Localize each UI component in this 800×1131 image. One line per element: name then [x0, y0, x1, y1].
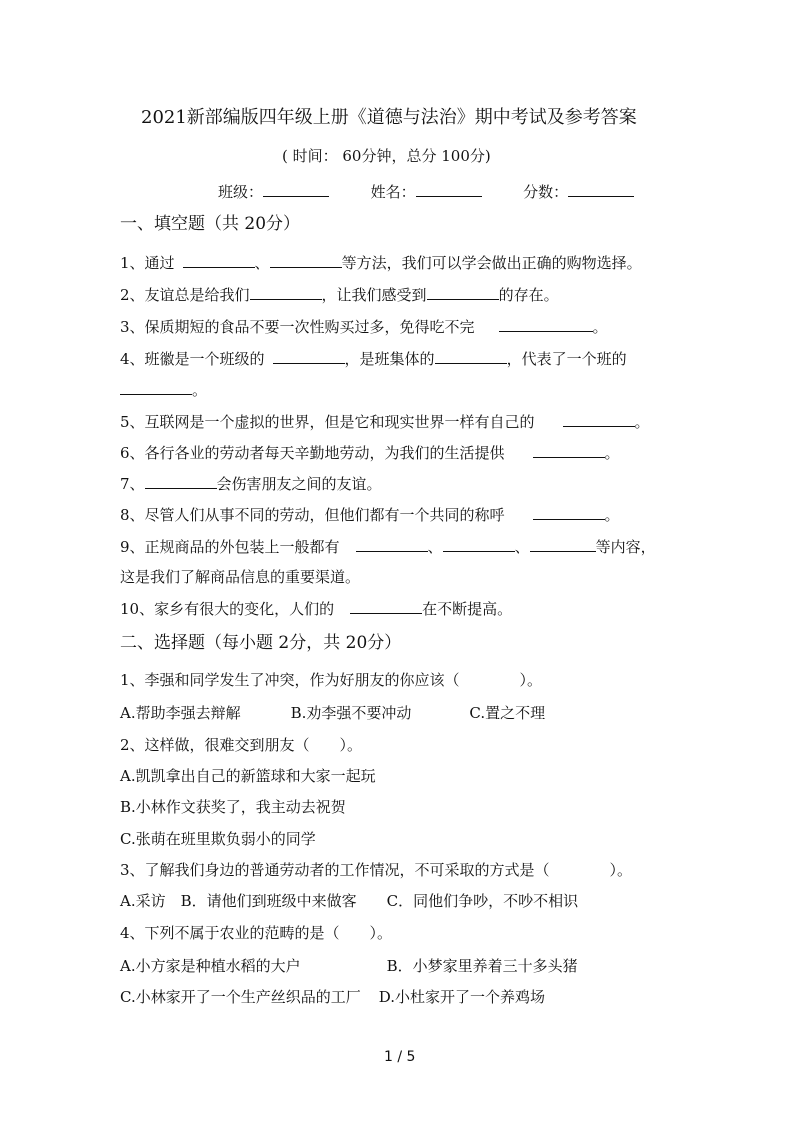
- student-info-row: [218, 180, 634, 202]
- answer-blank: [270, 251, 342, 268]
- section-1-heading: 一、填空题（共 20分）: [120, 214, 301, 234]
- score-blank: [568, 180, 634, 197]
- fill-question-6: 6、各行各业的劳动者每天辛勤地劳动，为我们的生活提供 。: [120, 441, 620, 463]
- score-label: 分数：: [523, 183, 569, 201]
- option-d: D.小杜家开了一个养鸡场: [378, 988, 545, 1006]
- option-b: B．小梦家里养着三十多头猪: [386, 957, 578, 975]
- option-a: A.小方家是种植水稻的大户: [120, 957, 301, 975]
- answer-blank: [356, 535, 428, 552]
- answer-blank: [443, 535, 515, 552]
- fill-question-10: 10、家乡有很大的变化，人们的 在不断提高。: [120, 597, 512, 619]
- answer-blank: [427, 283, 499, 300]
- choice-question-4-stem: 4、下列不属于农业的范畴的是（ ）。: [120, 924, 393, 942]
- time-note: ( 时间： 60分钟，总分 100分): [282, 147, 491, 165]
- answer-blank: [499, 315, 593, 332]
- choice-question-1-stem: 1、李强和同学发生了冲突，作为好朋友的你应该（ ）。: [120, 671, 543, 689]
- answer-blank: [145, 472, 217, 489]
- choice-question-4-options-ab: [120, 956, 578, 976]
- choice-question-2-option-b: B.小林作文获奖了，我主动去祝贺: [120, 798, 346, 816]
- answer-blank: [563, 410, 635, 427]
- answer-blank: [533, 441, 605, 458]
- answer-blank: [183, 251, 255, 268]
- answer-blank: [350, 597, 422, 614]
- choice-question-2-stem: 2、这样做，很难交到朋友（ ）。: [120, 736, 363, 754]
- page-number: 1 / 5: [384, 1049, 416, 1065]
- fill-question-5: 5、互联网是一个虚拟的世界，但是它和现实世界一样有自己的 。: [120, 410, 650, 432]
- choice-question-3-stem: 3、了解我们身边的普通劳动者的工作情况，不可采取的方式是（ ）。: [120, 861, 633, 879]
- fill-question-2: 2、友谊总是给我们 ，让我们感受到 的存在。: [120, 283, 559, 305]
- fill-question-9: 9、正规商品的外包装上一般都有 、 、 等内容，: [120, 535, 656, 557]
- fill-question-3: 3、保质期短的食品不要一次性购买过多，免得吃不完 。: [120, 315, 608, 337]
- fill-question-4-continued: 。: [120, 378, 207, 400]
- choice-question-4-options-cd: [120, 987, 545, 1007]
- section-2-heading: 二、选择题（每小题 2分，共 20分）: [120, 633, 402, 653]
- class-blank: [263, 180, 329, 197]
- fill-question-9-continued: 这是我们了解商品信息的重要渠道。: [120, 568, 361, 586]
- answer-blank: [435, 347, 507, 364]
- choice-question-2-option-a: A.凯凯拿出自己的新篮球和大家一起玩: [120, 767, 376, 785]
- option-c: C.置之不理: [469, 704, 546, 722]
- choice-question-2-option-c: C.张萌在班里欺负弱小的同学: [120, 830, 316, 848]
- option-a: A.帮助李强去辩解: [120, 704, 241, 722]
- option-b: B.劝李强不要冲动: [290, 704, 412, 722]
- name-label: 姓名：: [370, 183, 416, 201]
- name-blank: [416, 180, 482, 197]
- answer-blank: [273, 347, 345, 364]
- answer-blank: [530, 535, 596, 552]
- choice-question-3-options: A.采访 B．请他们到班级中来做客 C．同他们争吵，不吵不相识: [120, 892, 579, 910]
- option-c: C.小林家开了一个生产丝织品的工厂: [120, 988, 361, 1006]
- fill-question-8: 8、尽管人们从事不同的劳动，但他们都有一个共同的称呼 。: [120, 503, 620, 525]
- choice-question-1-options: [120, 703, 545, 723]
- answer-blank: [533, 503, 605, 520]
- fill-question-4: 4、班徽是一个班级的 ，是班集体的 ，代表了一个班的: [120, 347, 627, 369]
- answer-blank: [120, 378, 192, 395]
- fill-question-1: 1、通过 、 等方法，我们可以学会做出正确的购物选择。: [120, 251, 642, 273]
- answer-blank: [250, 283, 322, 300]
- class-label: 班级：: [218, 183, 264, 201]
- fill-question-7: 7、 会伤害朋友之间的友谊。: [120, 472, 382, 494]
- page-title: 2021新部编版四年级上册《道德与法治》期中考试及参考答案: [141, 107, 637, 128]
